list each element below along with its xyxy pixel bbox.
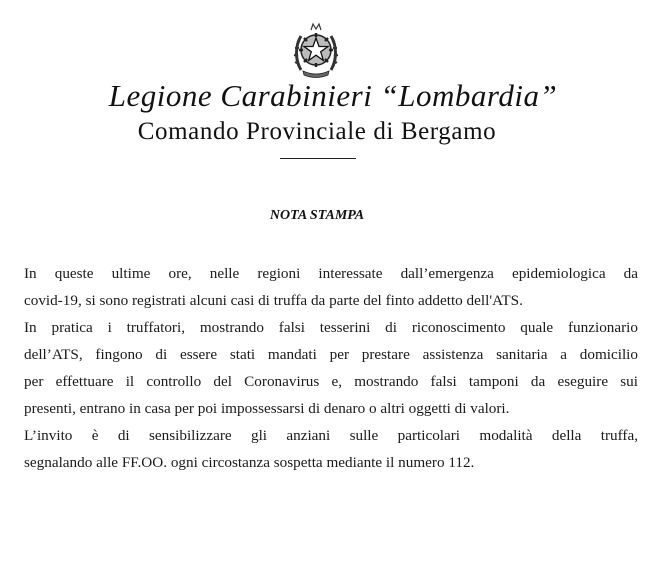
- press-note-heading: NOTA STAMPA: [269, 208, 365, 223]
- body-line: In queste ultime ore, nelle regioni interessate dall’emergenza epidemiologica da: [24, 265, 638, 282]
- divider: [280, 158, 356, 159]
- command-subtitle: Comando Provinciale di Bergamo: [137, 118, 497, 145]
- body-line: segnalando alle FF.OO. ogni circostanza sospetta mediante il numero 112.: [24, 454, 475, 471]
- italian-republic-emblem-icon: [291, 20, 341, 80]
- body-line: covid-19, si sono registrati alcuni casi di truffa da parte del finto addetto dell'ATS.: [24, 292, 523, 309]
- body-line: dell’ATS, fingono di essere stati mandati per prestare assistenza sanitaria a domicilio: [24, 346, 638, 363]
- legion-title: Legione Carabinieri “Lombardia”: [108, 78, 558, 113]
- body-line: In pratica i truffatori, mostrando falsi tesserini di riconoscimento quale funzionario: [24, 319, 638, 336]
- body-line: presenti, entrano in casa per poi impossessarsi di denaro o altri oggetti di valori.: [24, 400, 510, 417]
- body-line: per effettuare il controllo del Coronavirus e, mostrando falsi tamponi da eseguire sui: [24, 373, 638, 390]
- press-release-body: [24, 260, 638, 476]
- body-line: L’invito è di sensibilizzare gli anziani sulle particolari modalità della truffa,: [24, 427, 638, 444]
